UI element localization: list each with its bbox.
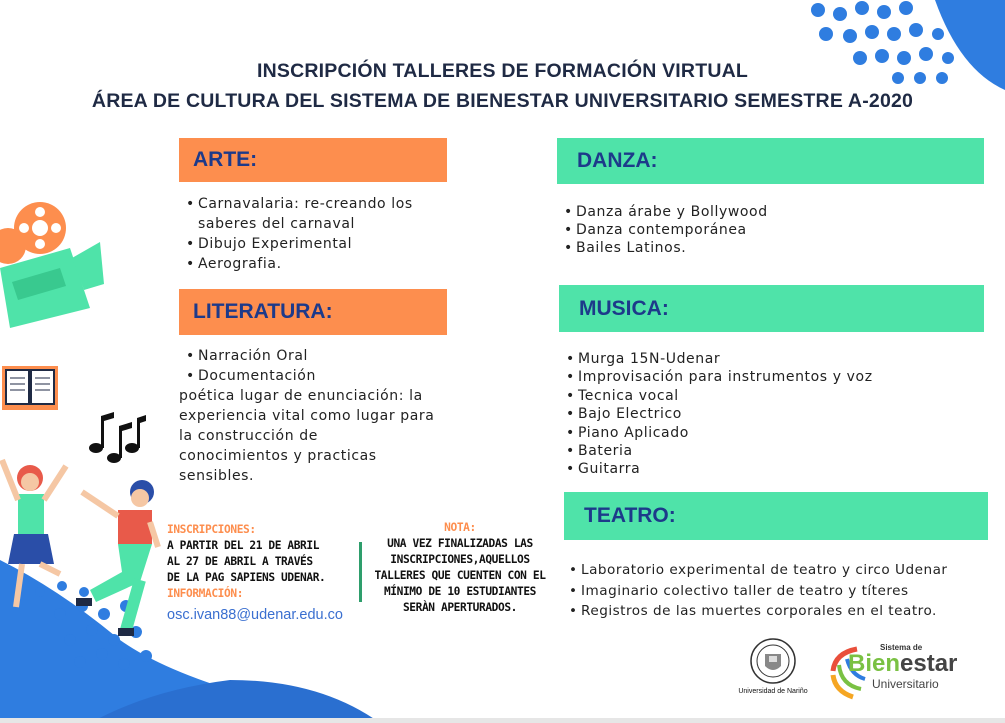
text-line: A PARTIR DEL 21 DE ABRIL	[167, 539, 320, 552]
page-title-line-2: ÁREA DE CULTURA DEL SISTEMA DE BIENESTAR UNIVERSITARIO SEMESTRE A-2020	[91, 90, 914, 112]
list-item: • Carnavalaria: re-creando los	[186, 194, 446, 214]
list-item: • Tecnica vocal	[566, 387, 986, 405]
udenar-seal-logo	[749, 636, 797, 686]
danza-list	[564, 203, 984, 257]
bienestar-word-part1: Bien	[848, 650, 901, 677]
list-item: • Laboratorio experimental de teatro y circo Udenar	[569, 560, 999, 581]
text-line: INSCRIPCIONES,AQUELLOS	[390, 553, 530, 566]
list-item: • Murga 15N-Udenar	[566, 350, 986, 368]
section-header-danza: DANZA:	[557, 138, 984, 184]
text-line: experiencia vital como lugar para	[179, 408, 435, 424]
list-item: • Guitarra	[566, 460, 986, 478]
literatura-list	[186, 346, 446, 386]
list-item: • Danza árabe y Bollywood	[564, 203, 984, 221]
arte-list	[186, 194, 446, 274]
bienestar-small-text: Sistema de	[880, 643, 923, 652]
bottom-border	[0, 718, 1005, 723]
dancers-illustration	[0, 452, 175, 652]
list-item: • Aerografia.	[186, 254, 446, 274]
list-item: • Dibujo Experimental	[186, 234, 446, 254]
list-item: • Documentación	[186, 366, 446, 386]
list-item: • Narración Oral	[186, 346, 446, 366]
nota-title: NOTA:	[444, 521, 476, 534]
contact-email-link[interactable]: osc.ivan88@udenar.edu.co	[167, 607, 343, 623]
list-item: • Danza contemporánea	[564, 221, 984, 239]
text-line: TALLERES QUE CUENTEN CON EL	[374, 569, 546, 582]
udenar-caption: Universidad de Nariño	[738, 688, 808, 695]
text-line: DE LA PAG SAPIENS UDENAR.	[167, 571, 326, 584]
list-item: • Bajo Electrico	[566, 405, 986, 423]
list-item: • Bateria	[566, 442, 986, 460]
page-title-line-1: INSCRIPCIÓN TALLERES DE FORMACIÓN VIRTUAL	[256, 60, 748, 82]
text-line: UNA VEZ FINALIZADAS LAS	[387, 537, 533, 550]
section-header-teatro: TEATRO:	[564, 492, 988, 540]
vertical-divider	[359, 542, 362, 602]
list-item-continuation: saberes del carnaval	[198, 216, 356, 232]
bienestar-wordmark	[848, 651, 957, 677]
inscripciones-title: INSCRIPCIONES:	[167, 523, 256, 536]
film-camera-icon	[0, 198, 110, 338]
list-item: • Improvisación para instrumentos y voz	[566, 368, 986, 386]
section-header-arte: ARTE:	[179, 138, 447, 182]
list-item: • Registros de las muertes corporales en el teatro.	[569, 601, 999, 622]
teatro-list	[569, 560, 999, 622]
bienestar-sub-text: Universitario	[872, 677, 939, 691]
bienestar-word-part2: estar	[900, 650, 958, 677]
musica-list	[566, 350, 986, 479]
text-line: poética lugar de enunciación: la	[179, 388, 423, 404]
text-line: SERÀN APERTURADOS.	[402, 601, 518, 614]
text-line: MÍNIMO DE 10 ESTUDIANTES	[383, 585, 537, 598]
book-icon	[0, 360, 62, 420]
nota-block	[364, 520, 556, 616]
text-line: AL 27 DE ABRIL A TRAVÉS	[167, 555, 313, 568]
list-item: • Piano Aplicado	[566, 424, 986, 442]
text-line: conocimientos y practicas	[179, 448, 377, 464]
section-header-literatura: LITERATURA:	[179, 289, 447, 335]
section-header-musica: MUSICA:	[559, 285, 984, 332]
text-line: sensibles.	[179, 468, 255, 484]
list-item: • Imaginario colectivo taller de teatro y títeres	[569, 581, 999, 602]
informacion-label: INFORMACIÓN:	[167, 587, 244, 600]
list-item: • Bailes Latinos.	[564, 239, 984, 257]
inscripciones-block	[167, 522, 357, 602]
text-line: la construcción de	[179, 428, 318, 444]
literatura-description	[179, 386, 459, 486]
